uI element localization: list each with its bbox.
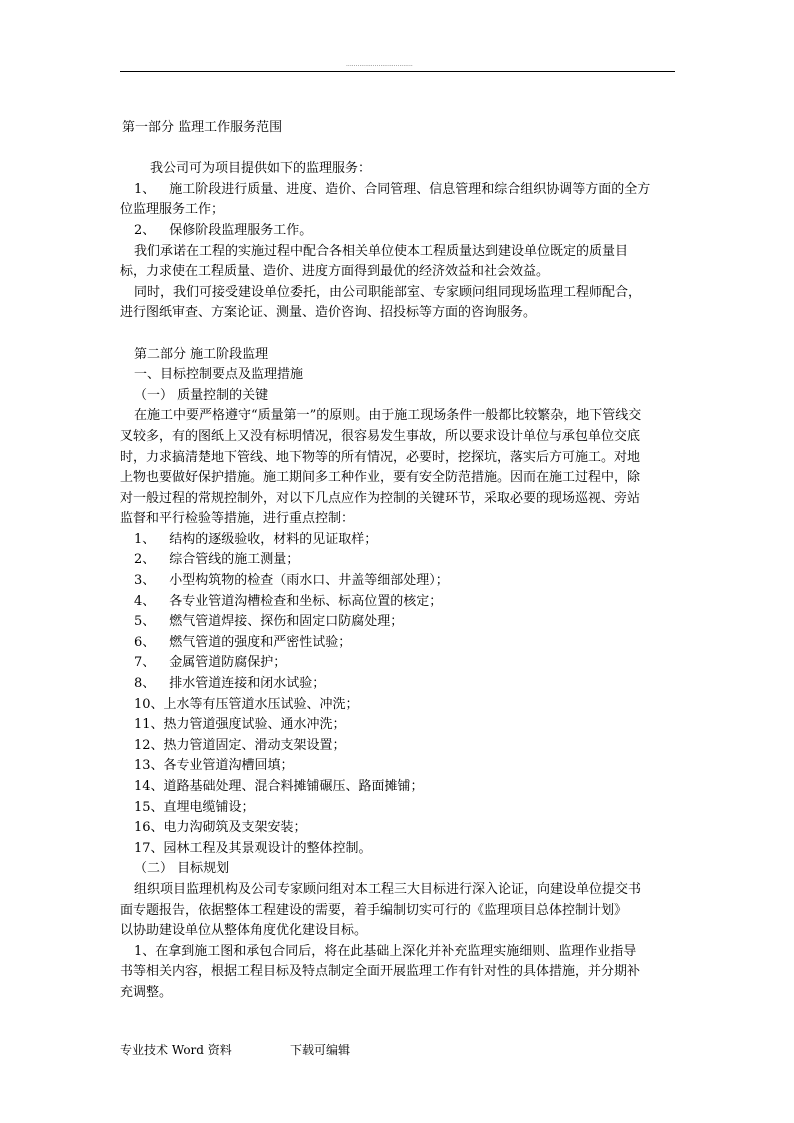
- list-item: 5、 燃气管道焊接、探伤和固定口防腐处理；: [134, 614, 404, 630]
- quality-para-line5: 对一般过程的常规控制外，对以下几点应作为控制的关键环节，采取必要的现场巡视、旁站: [120, 490, 641, 506]
- planning-para-line1: 组织项目监理机构及公司专家顾问组对本工程三大目标进行深入论证，向建设单位提交书: [134, 881, 642, 897]
- quality-para-line6: 监督和平行检验等措施，进行重点控制：: [120, 511, 355, 527]
- quality-para-line2: 叉较多，有的图纸上又没有标明情况，很容易发生事故，所以要求设计单位与承包单位交底: [120, 428, 641, 444]
- planning-para-line3: 以协助建设单位从整体角度优化建设目标。: [120, 923, 368, 939]
- subsection-2-heading: （二） 目标规划: [134, 861, 230, 877]
- list-item: 1、 结构的逐级验收，材料的见证取样；: [134, 531, 378, 547]
- part1-para1-line1: 我们承诺在工程的实施过程中配合各相关单位使本工程质量达到建设单位既定的质量目: [134, 243, 629, 259]
- list-item: 15、直埋电缆铺设；: [134, 799, 255, 815]
- list-item: 16、电力沟砌筑及支架安装；: [134, 820, 307, 836]
- footer-right: 下载可编辑: [290, 1043, 351, 1057]
- header-dots: ...................................: [346, 62, 413, 68]
- list-item: 2、 综合管线的施工测量；: [134, 552, 300, 568]
- list-item: 12、热力管道固定、滑动支架设置；: [134, 737, 346, 753]
- part1-intro: 我公司可为项目提供如下的监理服务：: [150, 161, 372, 177]
- quality-para-line1: 在施工中要严格遵守“质量第一”的原则。由于施工现场条件一般都比较繁杂，地下管线交: [134, 408, 642, 424]
- part1-item-1: 1、 施工阶段进行质量、进度、造价、合同管理、信息管理和综合组织协调等方面的全方: [134, 181, 651, 197]
- quality-para-line4: 上物也要做好保护措施。施工期间多工种作业，要有安全防范措施。因而在施工过程中，除: [120, 470, 641, 486]
- list-item: 10、上水等有压管道水压试验、冲洗；: [134, 696, 359, 712]
- list-item: 11、热力管道强度试验、通水冲洗；: [134, 717, 346, 733]
- part1-title: 第一部分 监理工作服务范围: [122, 120, 283, 135]
- header-rule: [120, 71, 675, 72]
- list-item: 6、 燃气管道的强度和严密性试验；: [134, 634, 352, 650]
- quality-para-line3: 时，力求搞清楚地下管线、地下物等的所有情况，必要时，挖探坑，落实后方可施工。对地: [120, 449, 641, 465]
- part1-item-1-cont: 位监理服务工作；: [120, 202, 225, 218]
- subsection-1-heading: （一） 质量控制的关键: [134, 387, 269, 403]
- part1-para2-line1: 同时，我们可接受建设单位委托，由公司职能部室、专家顾问组同现场监理工程师配合，: [134, 284, 642, 300]
- list-item: 17、园林工程及其景观设计的整体控制。: [134, 840, 372, 856]
- list-item: 3、 小型构筑物的检查（雨水口、井盖等细部处理）；: [134, 573, 449, 589]
- list-item: 13、各专业管道沟槽回填；: [134, 758, 294, 774]
- part1-para2-line2: 进行图纸审查、方案论证、测量、造价咨询、招投标等方面的咨询服务。: [120, 305, 537, 321]
- section-1-heading: 一、目标控制要点及监理措施: [134, 367, 304, 383]
- list-item: 4、 各专业管道沟槽检查和坐标、标高位置的核定；: [134, 593, 443, 609]
- planning-item-1-line1: 1、在拿到施工图和承包合同后，将在此基础上深化并补充监理实施细则、监理作业指导: [134, 943, 637, 959]
- part1-para1-line2: 标，力求使在工程质量、造价、进度方面得到最优的经济效益和社会效益。: [120, 264, 550, 280]
- document-body: [120, 118, 680, 1004]
- part2-title: 第二部分 施工阶段监理: [134, 346, 269, 362]
- list-item: 14、道路基础处理、混合料摊铺碾压、路面摊铺；: [134, 779, 424, 794]
- part1-item-2: 2、 保修阶段监理服务工作。: [134, 222, 313, 238]
- list-item: 7、 金属管道防腐保护；: [134, 655, 287, 671]
- planning-item-1-line3: 充调整。: [120, 984, 173, 1000]
- planning-para-line2: 面专题报告，依据整体工程建设的需要，着手编制切实可行的《监理项目总体控制计划》: [120, 902, 628, 918]
- planning-item-1-line2: 书等相关内容，根据工程目标及特点制定全面开展监理工作有针对性的具体措施，并分期补: [120, 964, 641, 980]
- list-item: 8、 排水管道连接和闭水试验；: [134, 676, 326, 692]
- footer-left: 专业技术 Word 资料: [120, 1043, 232, 1057]
